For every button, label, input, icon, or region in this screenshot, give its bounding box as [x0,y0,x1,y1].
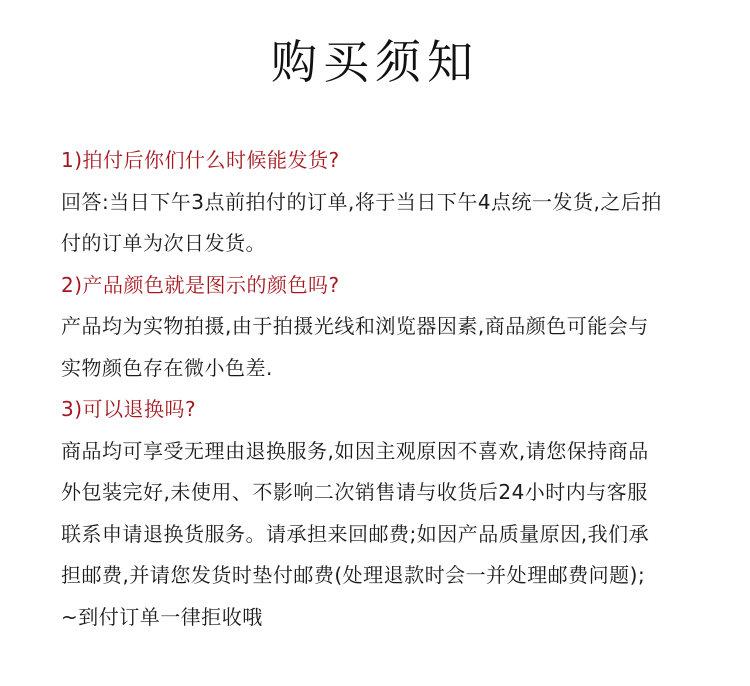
faq-answer-line: 商品均可享受无理由退换服务,如因主观原因不喜欢,请您保持商品 [61,438,649,463]
faq-answer-line: 担邮费,并请您发货时垫付邮费(处理退款时会一并处理邮费问题); [61,563,646,587]
faq-answer-line: 回答:当日下午3点前拍付的订单,将于当日下午4点统一发货,之后拍 [61,189,662,214]
faq-question: 1)拍付后你们什么时候能发货? [61,148,340,172]
faq-item-3 [61,389,691,638]
page-title: 购买须知 [271,35,479,89]
faq-item-2 [61,265,691,390]
faq-answer-line: 产品均为实物拍摄,由于拍摄光线和浏览器因素,商品颜色可能会与 [61,314,649,338]
faq-question: 2)产品颜色就是图示的颜色吗? [61,272,340,297]
faq-answer-line: 外包装完好,未使用、不影响二次销售请与收货后24小时内与客服 [61,480,648,504]
faq-answer-line: 实物颜色存在微小色差. [61,355,273,380]
faq-answer-line: ~到付订单一律拒收哦 [61,604,263,629]
faq-item-1 [61,140,691,265]
faq-answer-line: 付的订单为次日发货。 [61,231,266,255]
faq-list [61,140,691,638]
faq-question: 3)可以退换吗? [61,397,197,421]
faq-answer-line: 联系申请退换货服务。请承担来回邮费;如因产品质量原因,我们承 [61,521,650,546]
